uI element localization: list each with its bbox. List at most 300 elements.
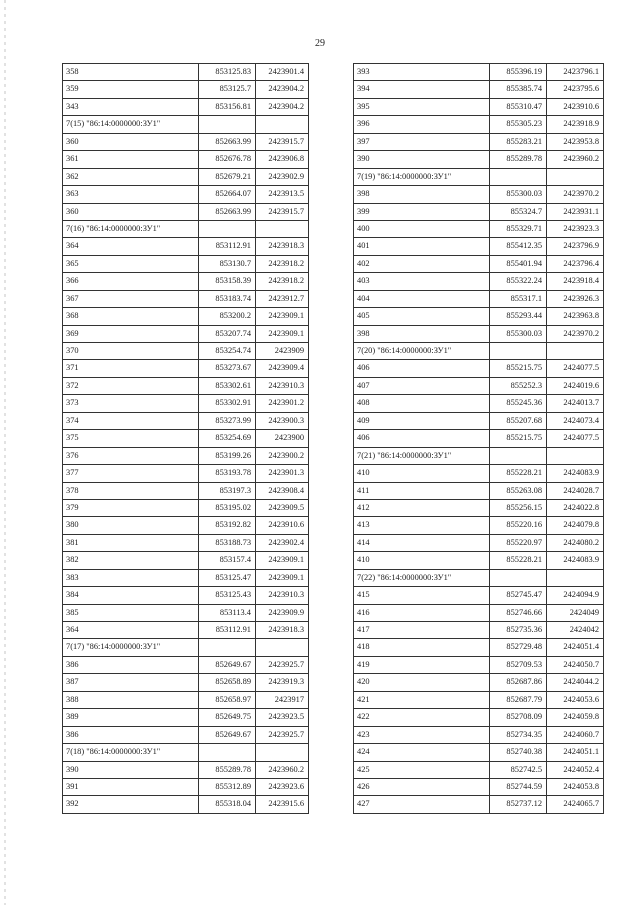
point-number-cell: 406	[354, 430, 490, 447]
y-coordinate-cell: 2424049	[547, 604, 604, 621]
point-number-cell: 387	[63, 674, 199, 691]
point-number-cell: 400	[354, 220, 490, 237]
x-coordinate-cell: 853302.61	[199, 377, 256, 394]
point-number-cell: 401	[354, 238, 490, 255]
table-row	[354, 325, 604, 342]
page-number: 29	[315, 38, 325, 49]
empty-cell	[490, 569, 547, 586]
y-coordinate-cell: 2423910.3	[256, 377, 309, 394]
point-number-cell: 420	[354, 674, 490, 691]
y-coordinate-cell: 2424080.2	[547, 534, 604, 551]
section-header-row	[354, 447, 604, 464]
y-coordinate-cell: 2423909	[256, 343, 309, 360]
y-coordinate-cell: 2423918.9	[547, 116, 604, 133]
point-number-cell: 378	[63, 482, 199, 499]
point-number-cell: 427	[354, 796, 490, 813]
table-row	[63, 343, 309, 360]
x-coordinate-cell: 853112.91	[199, 238, 256, 255]
point-number-cell: 364	[63, 238, 199, 255]
table-row	[63, 482, 309, 499]
x-coordinate-cell: 855263.08	[490, 482, 547, 499]
table-row	[354, 639, 604, 656]
y-coordinate-cell: 2423918.3	[256, 622, 309, 639]
point-number-cell: 373	[63, 395, 199, 412]
section-label: 7(19) "86:14:0000000:ЗУ1"	[354, 168, 490, 185]
x-coordinate-cell: 853193.78	[199, 465, 256, 482]
coordinates-table-left	[62, 63, 309, 814]
x-coordinate-cell: 855312.89	[199, 778, 256, 795]
x-coordinate-cell: 853125.7	[199, 81, 256, 98]
y-coordinate-cell: 2423909.1	[256, 569, 309, 586]
point-number-cell: 394	[354, 81, 490, 98]
x-coordinate-cell: 855305.23	[490, 116, 547, 133]
y-coordinate-cell: 2423906.8	[256, 151, 309, 168]
table-row	[354, 186, 604, 203]
x-coordinate-cell: 852664.07	[199, 186, 256, 203]
point-number-cell: 423	[354, 726, 490, 743]
table-row	[63, 412, 309, 429]
y-coordinate-cell: 2423910.6	[256, 517, 309, 534]
empty-cell	[547, 569, 604, 586]
y-coordinate-cell: 2423925.7	[256, 726, 309, 743]
table-row	[354, 778, 604, 795]
x-coordinate-cell: 853125.83	[199, 64, 256, 81]
x-coordinate-cell: 853199.26	[199, 447, 256, 464]
y-coordinate-cell: 2424053.6	[547, 691, 604, 708]
point-number-cell: 360	[63, 203, 199, 220]
y-coordinate-cell: 2423970.2	[547, 186, 604, 203]
y-coordinate-cell: 2423901.4	[256, 64, 309, 81]
y-coordinate-cell: 2423904.2	[256, 81, 309, 98]
x-coordinate-cell: 855207.68	[490, 412, 547, 429]
point-number-cell: 421	[354, 691, 490, 708]
x-coordinate-cell: 855228.21	[490, 465, 547, 482]
y-coordinate-cell: 2423918.2	[256, 255, 309, 272]
point-number-cell: 390	[63, 761, 199, 778]
x-coordinate-cell: 855252.3	[490, 377, 547, 394]
x-coordinate-cell: 852742.5	[490, 761, 547, 778]
y-coordinate-cell: 2423910.6	[547, 98, 604, 115]
y-coordinate-cell: 2424059.8	[547, 709, 604, 726]
point-number-cell: 381	[63, 534, 199, 551]
table-row	[63, 186, 309, 203]
table-row	[354, 203, 604, 220]
y-coordinate-cell: 2423909.1	[256, 308, 309, 325]
x-coordinate-cell: 852729.48	[490, 639, 547, 656]
y-coordinate-cell: 2423923.6	[256, 778, 309, 795]
table-row	[63, 273, 309, 290]
y-coordinate-cell: 2423901.2	[256, 395, 309, 412]
point-number-cell: 410	[354, 552, 490, 569]
table-row	[354, 744, 604, 761]
y-coordinate-cell: 2423919.3	[256, 674, 309, 691]
y-coordinate-cell: 2423902.4	[256, 534, 309, 551]
table-row	[63, 726, 309, 743]
x-coordinate-cell: 852663.99	[199, 203, 256, 220]
y-coordinate-cell: 2423795.6	[547, 81, 604, 98]
point-number-cell: 405	[354, 308, 490, 325]
table-row	[354, 430, 604, 447]
point-number-cell: 376	[63, 447, 199, 464]
y-coordinate-cell: 2424077.5	[547, 360, 604, 377]
table-row	[354, 726, 604, 743]
y-coordinate-cell: 2423909.5	[256, 499, 309, 516]
table-row	[63, 552, 309, 569]
y-coordinate-cell: 2423918.2	[256, 273, 309, 290]
point-number-cell: 408	[354, 395, 490, 412]
table-row	[63, 98, 309, 115]
table-row	[354, 465, 604, 482]
table-row	[354, 796, 604, 813]
point-number-cell: 358	[63, 64, 199, 81]
x-coordinate-cell: 852676.78	[199, 151, 256, 168]
table-row	[354, 255, 604, 272]
table-row	[63, 255, 309, 272]
empty-cell	[199, 220, 256, 237]
table-row	[354, 133, 604, 150]
empty-cell	[199, 116, 256, 133]
y-coordinate-cell: 2424050.7	[547, 656, 604, 673]
point-number-cell: 404	[354, 290, 490, 307]
y-coordinate-cell: 2423926.3	[547, 290, 604, 307]
x-coordinate-cell: 855300.03	[490, 186, 547, 203]
y-coordinate-cell: 2423915.6	[256, 796, 309, 813]
y-coordinate-cell: 2424052.4	[547, 761, 604, 778]
y-coordinate-cell: 2424083.9	[547, 465, 604, 482]
table-row	[63, 360, 309, 377]
y-coordinate-cell: 2423796.9	[547, 238, 604, 255]
y-coordinate-cell: 2423902.9	[256, 168, 309, 185]
x-coordinate-cell: 853254.74	[199, 343, 256, 360]
x-coordinate-cell: 852658.89	[199, 674, 256, 691]
point-number-cell: 362	[63, 168, 199, 185]
y-coordinate-cell: 2423796.1	[547, 64, 604, 81]
table-row	[354, 360, 604, 377]
point-number-cell: 382	[63, 552, 199, 569]
x-coordinate-cell: 853183.74	[199, 290, 256, 307]
point-number-cell: 406	[354, 360, 490, 377]
y-coordinate-cell: 2424022.8	[547, 499, 604, 516]
section-header-row	[354, 343, 604, 360]
y-coordinate-cell: 2423925.7	[256, 656, 309, 673]
y-coordinate-cell: 2424028.7	[547, 482, 604, 499]
x-coordinate-cell: 852649.67	[199, 726, 256, 743]
table-row	[63, 465, 309, 482]
table-row	[63, 377, 309, 394]
point-number-cell: 417	[354, 622, 490, 639]
y-coordinate-cell: 2423918.3	[256, 238, 309, 255]
x-coordinate-cell: 853254.69	[199, 430, 256, 447]
table-row	[63, 151, 309, 168]
y-coordinate-cell: 2423910.3	[256, 587, 309, 604]
x-coordinate-cell: 855220.16	[490, 517, 547, 534]
x-coordinate-cell: 852734.35	[490, 726, 547, 743]
point-number-cell: 426	[354, 778, 490, 795]
x-coordinate-cell: 853197.3	[199, 482, 256, 499]
table-row	[63, 534, 309, 551]
coordinates-table-left-body	[63, 64, 309, 814]
y-coordinate-cell: 2423953.8	[547, 133, 604, 150]
x-coordinate-cell: 853157.4	[199, 552, 256, 569]
y-coordinate-cell: 2423915.7	[256, 203, 309, 220]
point-number-cell: 392	[63, 796, 199, 813]
point-number-cell: 367	[63, 290, 199, 307]
table-row	[354, 674, 604, 691]
table-row	[354, 412, 604, 429]
section-header-row	[63, 220, 309, 237]
y-coordinate-cell: 2423960.2	[547, 151, 604, 168]
point-number-cell: 403	[354, 273, 490, 290]
x-coordinate-cell: 855256.15	[490, 499, 547, 516]
table-row	[63, 674, 309, 691]
x-coordinate-cell: 855317.1	[490, 290, 547, 307]
section-label: 7(17) "86:14:0000000:ЗУ1"	[63, 639, 199, 656]
y-coordinate-cell: 2424051.1	[547, 744, 604, 761]
x-coordinate-cell: 852649.67	[199, 656, 256, 673]
y-coordinate-cell: 2424079.8	[547, 517, 604, 534]
y-coordinate-cell: 2423923.3	[547, 220, 604, 237]
point-number-cell: 377	[63, 465, 199, 482]
y-coordinate-cell: 2423963.8	[547, 308, 604, 325]
table-row	[354, 151, 604, 168]
section-label: 7(18) "86:14:0000000:ЗУ1"	[63, 744, 199, 761]
table-row	[63, 796, 309, 813]
x-coordinate-cell: 855318.04	[199, 796, 256, 813]
table-row	[354, 238, 604, 255]
point-number-cell: 422	[354, 709, 490, 726]
point-number-cell: 425	[354, 761, 490, 778]
point-number-cell: 398	[354, 186, 490, 203]
y-coordinate-cell: 2423960.2	[256, 761, 309, 778]
x-coordinate-cell: 853125.43	[199, 587, 256, 604]
table-row	[63, 430, 309, 447]
point-number-cell: 396	[354, 116, 490, 133]
empty-cell	[547, 168, 604, 185]
point-number-cell: 385	[63, 604, 199, 621]
x-coordinate-cell: 855289.78	[490, 151, 547, 168]
x-coordinate-cell: 853156.81	[199, 98, 256, 115]
point-number-cell: 366	[63, 273, 199, 290]
point-number-cell: 372	[63, 377, 199, 394]
empty-cell	[256, 220, 309, 237]
y-coordinate-cell: 2424073.4	[547, 412, 604, 429]
x-coordinate-cell: 853130.7	[199, 255, 256, 272]
y-coordinate-cell: 2423904.2	[256, 98, 309, 115]
point-number-cell: 410	[354, 465, 490, 482]
table-row	[354, 534, 604, 551]
empty-cell	[256, 116, 309, 133]
table-row	[63, 81, 309, 98]
table-row	[354, 273, 604, 290]
table-row	[354, 517, 604, 534]
table-row	[63, 395, 309, 412]
x-coordinate-cell: 852687.86	[490, 674, 547, 691]
y-coordinate-cell: 2424077.5	[547, 430, 604, 447]
y-coordinate-cell: 2423900.2	[256, 447, 309, 464]
x-coordinate-cell: 852746.66	[490, 604, 547, 621]
table-row	[354, 81, 604, 98]
point-number-cell: 343	[63, 98, 199, 115]
empty-cell	[490, 343, 547, 360]
x-coordinate-cell: 855215.75	[490, 360, 547, 377]
point-number-cell: 365	[63, 255, 199, 272]
table-row	[63, 622, 309, 639]
table-row	[63, 64, 309, 81]
y-coordinate-cell: 2424019.6	[547, 377, 604, 394]
point-number-cell: 397	[354, 133, 490, 150]
empty-cell	[199, 639, 256, 656]
y-coordinate-cell: 2423918.4	[547, 273, 604, 290]
coordinates-table-right	[353, 63, 604, 814]
point-number-cell: 386	[63, 656, 199, 673]
x-coordinate-cell: 852649.75	[199, 709, 256, 726]
section-header-row	[354, 569, 604, 586]
section-header-row	[354, 168, 604, 185]
y-coordinate-cell: 2424042	[547, 622, 604, 639]
table-row	[63, 308, 309, 325]
x-coordinate-cell: 853158.39	[199, 273, 256, 290]
section-label: 7(16) "86:14:0000000:ЗУ1"	[63, 220, 199, 237]
x-coordinate-cell: 853302.91	[199, 395, 256, 412]
point-number-cell: 374	[63, 412, 199, 429]
y-coordinate-cell: 2423970.2	[547, 325, 604, 342]
point-number-cell: 375	[63, 430, 199, 447]
table-row	[354, 622, 604, 639]
table-row	[354, 482, 604, 499]
table-row	[63, 761, 309, 778]
x-coordinate-cell: 853273.67	[199, 360, 256, 377]
x-coordinate-cell: 852663.99	[199, 133, 256, 150]
point-number-cell: 411	[354, 482, 490, 499]
y-coordinate-cell: 2424013.7	[547, 395, 604, 412]
x-coordinate-cell: 855329.71	[490, 220, 547, 237]
x-coordinate-cell: 855220.97	[490, 534, 547, 551]
point-number-cell: 407	[354, 377, 490, 394]
table-row	[63, 447, 309, 464]
y-coordinate-cell: 2423909.1	[256, 325, 309, 342]
point-number-cell: 368	[63, 308, 199, 325]
x-coordinate-cell: 855245.36	[490, 395, 547, 412]
x-coordinate-cell: 853273.99	[199, 412, 256, 429]
x-coordinate-cell: 853188.73	[199, 534, 256, 551]
y-coordinate-cell: 2424060.7	[547, 726, 604, 743]
empty-cell	[547, 343, 604, 360]
y-coordinate-cell: 2423917	[256, 691, 309, 708]
point-number-cell: 389	[63, 709, 199, 726]
section-label: 7(22) "86:14:0000000:ЗУ1"	[354, 569, 490, 586]
x-coordinate-cell: 852740.38	[490, 744, 547, 761]
empty-cell	[256, 744, 309, 761]
section-header-row	[63, 744, 309, 761]
point-number-cell: 371	[63, 360, 199, 377]
table-row	[63, 604, 309, 621]
point-number-cell: 360	[63, 133, 199, 150]
x-coordinate-cell: 855293.44	[490, 308, 547, 325]
y-coordinate-cell: 2424051.4	[547, 639, 604, 656]
table-row	[354, 116, 604, 133]
x-coordinate-cell: 852709.53	[490, 656, 547, 673]
point-number-cell: 380	[63, 517, 199, 534]
point-number-cell: 412	[354, 499, 490, 516]
y-coordinate-cell: 2423909.4	[256, 360, 309, 377]
x-coordinate-cell: 852744.59	[490, 778, 547, 795]
point-number-cell: 383	[63, 569, 199, 586]
x-coordinate-cell: 855401.94	[490, 255, 547, 272]
table-row	[63, 569, 309, 586]
x-coordinate-cell: 852687.79	[490, 691, 547, 708]
x-coordinate-cell: 855324.7	[490, 203, 547, 220]
table-row	[63, 778, 309, 795]
point-number-cell: 419	[354, 656, 490, 673]
section-label: 7(15) "86:14:0000000:ЗУ1"	[63, 116, 199, 133]
point-number-cell: 364	[63, 622, 199, 639]
table-row	[354, 64, 604, 81]
section-label: 7(21) "86:14:0000000:ЗУ1"	[354, 447, 490, 464]
point-number-cell: 363	[63, 186, 199, 203]
coordinates-table-right-body	[354, 64, 604, 814]
table-row	[63, 517, 309, 534]
point-number-cell: 384	[63, 587, 199, 604]
y-coordinate-cell: 2423931.1	[547, 203, 604, 220]
table-row	[354, 552, 604, 569]
x-coordinate-cell: 853113.4	[199, 604, 256, 621]
table-row	[354, 587, 604, 604]
y-coordinate-cell: 2424065.7	[547, 796, 604, 813]
y-coordinate-cell: 2423796.4	[547, 255, 604, 272]
y-coordinate-cell: 2423915.7	[256, 133, 309, 150]
x-coordinate-cell: 855215.75	[490, 430, 547, 447]
x-coordinate-cell: 853192.82	[199, 517, 256, 534]
point-number-cell: 399	[354, 203, 490, 220]
y-coordinate-cell: 2423913.5	[256, 186, 309, 203]
y-coordinate-cell: 2423923.5	[256, 709, 309, 726]
empty-cell	[199, 744, 256, 761]
table-row	[354, 709, 604, 726]
point-number-cell: 379	[63, 499, 199, 516]
x-coordinate-cell: 853207.74	[199, 325, 256, 342]
point-number-cell: 390	[354, 151, 490, 168]
x-coordinate-cell: 852737.12	[490, 796, 547, 813]
empty-cell	[256, 639, 309, 656]
y-coordinate-cell: 2423900.3	[256, 412, 309, 429]
point-number-cell: 388	[63, 691, 199, 708]
x-coordinate-cell: 853125.47	[199, 569, 256, 586]
table-row	[354, 290, 604, 307]
point-number-cell: 415	[354, 587, 490, 604]
point-number-cell: 391	[63, 778, 199, 795]
x-coordinate-cell: 852745.47	[490, 587, 547, 604]
table-row	[63, 499, 309, 516]
x-coordinate-cell: 852735.36	[490, 622, 547, 639]
point-number-cell: 369	[63, 325, 199, 342]
table-row	[63, 691, 309, 708]
table-row	[354, 98, 604, 115]
y-coordinate-cell: 2423909.1	[256, 552, 309, 569]
table-row	[63, 133, 309, 150]
section-label: 7(20) "86:14:0000000:ЗУ1"	[354, 343, 490, 360]
table-row	[63, 587, 309, 604]
empty-cell	[490, 447, 547, 464]
x-coordinate-cell: 855396.19	[490, 64, 547, 81]
section-header-row	[63, 639, 309, 656]
x-coordinate-cell: 855289.78	[199, 761, 256, 778]
point-number-cell: 393	[354, 64, 490, 81]
point-number-cell: 414	[354, 534, 490, 551]
y-coordinate-cell: 2424044.2	[547, 674, 604, 691]
table-row	[63, 656, 309, 673]
point-number-cell: 409	[354, 412, 490, 429]
table-row	[354, 656, 604, 673]
